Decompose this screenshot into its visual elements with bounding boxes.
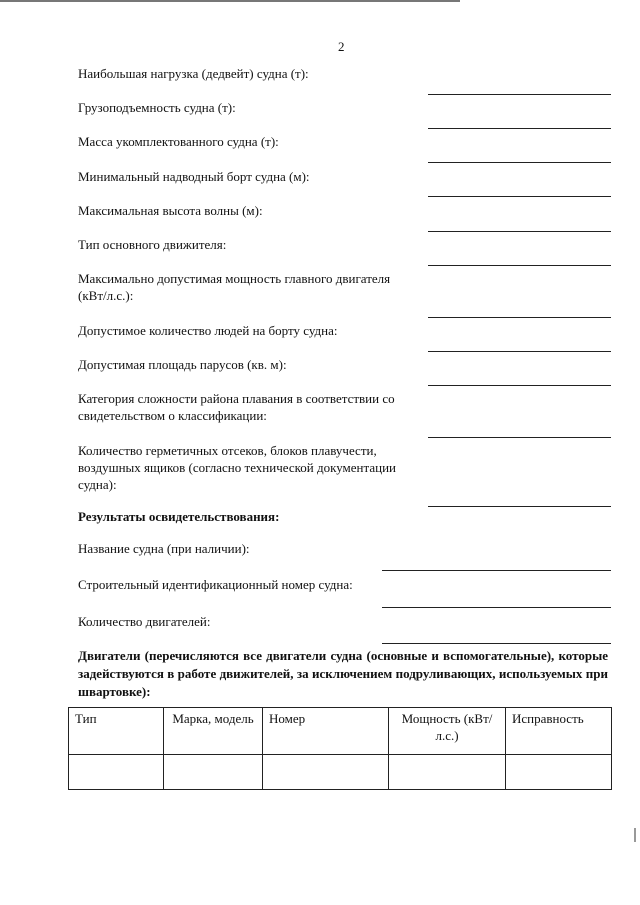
field-cargo-capacity-line[interactable] (428, 128, 611, 129)
field-build-id-line[interactable] (382, 607, 611, 608)
field-freeboard-line[interactable] (428, 196, 611, 197)
field-sail-area-line[interactable] (428, 385, 611, 386)
field-vessel-name-label: Название судна (при наличии): (78, 541, 250, 556)
field-engine-count-line[interactable] (382, 643, 611, 644)
field-propulsor-type-label: Тип основного движителя: (78, 237, 227, 252)
field-vessel-name-line[interactable] (382, 570, 611, 571)
field-max-engine-power-label: Максимально допустимая мощность главного двигателя (кВт/л.с.): (78, 271, 391, 303)
field-navigation-category-label: Категория сложности района плавания в соответствии со свидетельством о классификации: (78, 391, 395, 423)
field-max-engine-power-line[interactable] (428, 317, 611, 318)
field-wave-height-line[interactable] (428, 231, 611, 232)
cell-power[interactable] (389, 755, 506, 790)
field-vessel-mass-label: Масса укомплектованного судна (т): (78, 134, 279, 149)
field-deadweight-line[interactable] (428, 94, 611, 95)
results-heading: Результаты освидетельствования: (78, 509, 280, 524)
field-buoyancy-compartments-label: Количество герметичных отсеков, блоков плавучести, воздушных ящиков (согласно технической документации судна): (78, 443, 396, 492)
field-vessel-mass-line[interactable] (428, 162, 611, 163)
cell-number[interactable] (263, 755, 389, 790)
field-freeboard-label: Минимальный надводный борт судна (м): (78, 169, 310, 184)
header-power: Мощность (кВт/л.с.) (389, 708, 506, 755)
scan-edge-mark (634, 828, 636, 842)
field-engine-count-label: Количество двигателей: (78, 614, 211, 629)
page-number: 2 (338, 39, 345, 54)
header-type: Тип (69, 708, 164, 755)
header-condition: Исправность (506, 708, 612, 755)
scan-top-edge (0, 0, 460, 2)
engines-table (68, 707, 612, 790)
table-row (69, 755, 612, 790)
header-number: Номер (263, 708, 389, 755)
field-wave-height-label: Максимальная высота волны (м): (78, 203, 263, 218)
field-deadweight-label: Наибольшая нагрузка (дедвейт) судна (т): (78, 66, 309, 81)
table-header-row (69, 708, 612, 755)
header-make-model: Марка, модель (164, 708, 263, 755)
field-propulsor-type-line[interactable] (428, 265, 611, 266)
field-people-onboard-label: Допустимое количество людей на борту судна: (78, 323, 338, 338)
field-people-onboard-line[interactable] (428, 351, 611, 352)
cell-make-model[interactable] (164, 755, 263, 790)
engines-note: Двигатели (перечисляются все двигатели судна (основные и вспомогательные), которые задействуются в работе движителей, за исключением подруливающих, используемых при швартовке): (78, 648, 608, 699)
field-sail-area-label: Допустимая площадь парусов (кв. м): (78, 357, 287, 372)
field-build-id-label: Строительный идентификационный номер судна: (78, 577, 353, 592)
cell-type[interactable] (69, 755, 164, 790)
field-cargo-capacity-label: Грузоподъемность судна (т): (78, 100, 236, 115)
field-buoyancy-compartments-line[interactable] (428, 506, 611, 507)
cell-condition[interactable] (506, 755, 612, 790)
field-navigation-category-line[interactable] (428, 437, 611, 438)
